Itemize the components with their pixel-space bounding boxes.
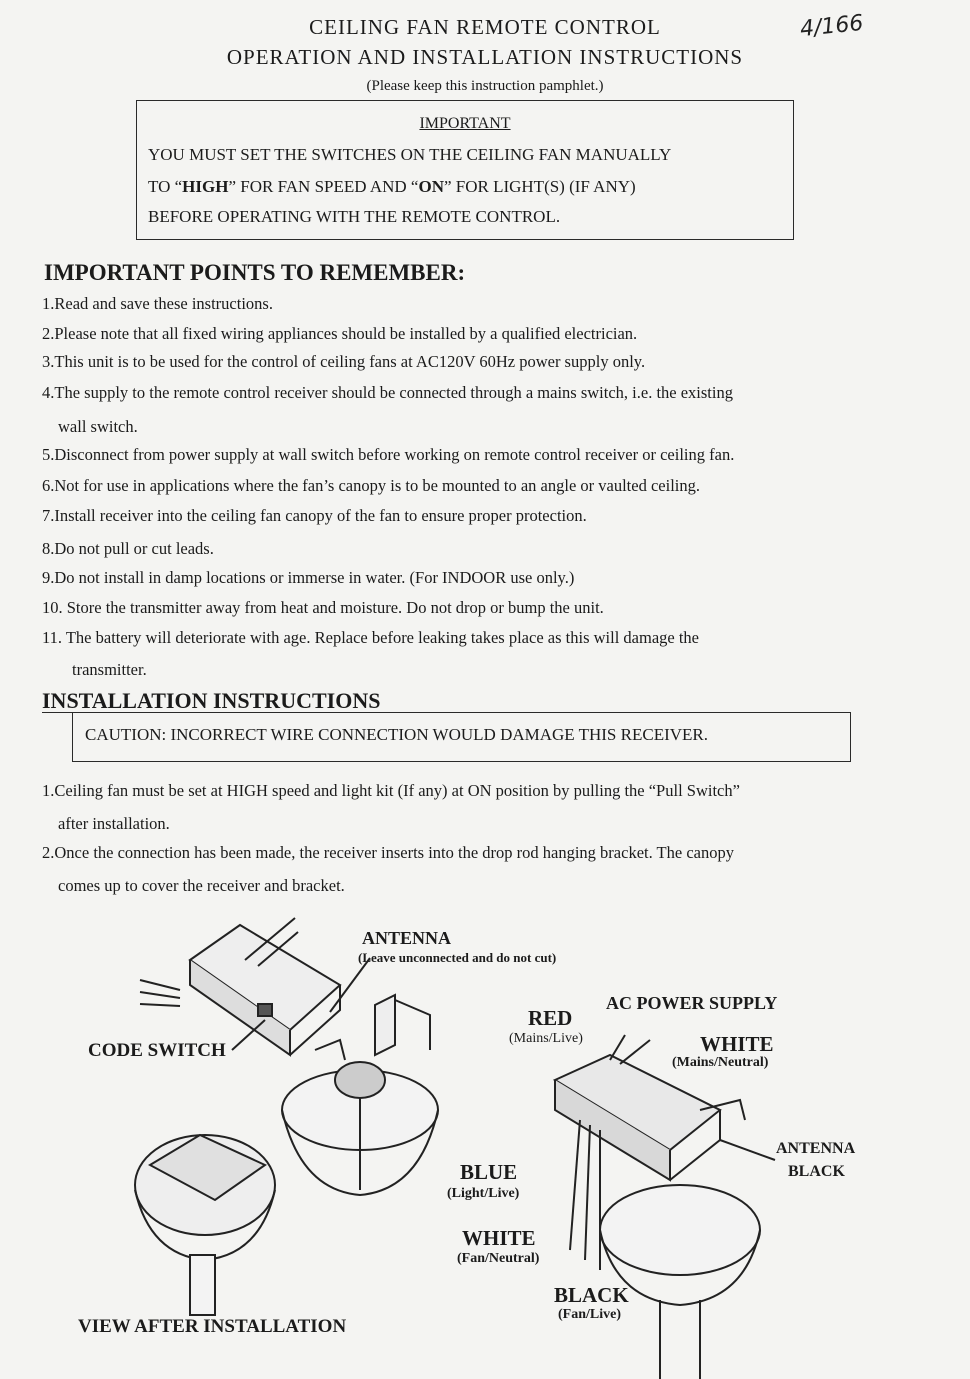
white-fan-label: WHITE (462, 1226, 536, 1250)
point-item: 10. Store the transmitter away from heat and moisture. Do not drop or bump the unit. (42, 598, 604, 617)
antenna-black-label-1: ANTENNA (776, 1140, 856, 1157)
blue-wire-note: (Light/Live) (447, 1186, 520, 1201)
installed-canopy-view (135, 1135, 275, 1315)
important-line2: TO “HIGH” FOR FAN SPEED AND “ON” FOR LIGHT(S) (IF ANY) (148, 177, 636, 196)
point-item: 8.Do not pull or cut leads. (42, 539, 214, 558)
antenna-black-label-2: BLACK (788, 1163, 845, 1180)
point-item: 4.The supply to the remote control receiver should be connected through a mains switch, i.e. the existing (42, 383, 733, 402)
important-title: IMPORTANT (419, 115, 511, 132)
handwritten-note: 4/166 (798, 10, 865, 43)
white-mains-note: (Mains/Neutral) (672, 1055, 769, 1070)
white-fan-note: (Fan/Neutral) (457, 1251, 540, 1266)
antenna-label: ANTENNA (362, 928, 452, 948)
point-item: 2.Please note that all fixed wiring appliances should be installed by a qualified electrician. (42, 324, 638, 343)
point-item: 5.Disconnect from power supply at wall switch before working on remote control receiver or ceiling fan. (42, 445, 735, 464)
code-switch-label: CODE SWITCH (88, 1040, 226, 1061)
point-item: 3.This unit is to be used for the control of ceiling fans at AC120V 60Hz power supply only. (42, 352, 646, 371)
white-mains-label: WHITE (700, 1032, 774, 1056)
point-item: 1.Read and save these instructions. (42, 294, 273, 313)
hanging-bracket-center (282, 995, 438, 1195)
point-item: 6.Not for use in applications where the fan’s canopy is to be mounted to an angle or vaulted ceiling. (42, 476, 700, 495)
points-heading: IMPORTANT POINTS TO REMEMBER: (44, 260, 466, 285)
ac-power-label: AC POWER SUPPLY (606, 993, 778, 1013)
red-wire-label: RED (528, 1006, 573, 1030)
install-step: 2.Once the connection has been made, the receiver inserts into the drop rod hanging bracket. The canopy (42, 843, 734, 862)
install-step: after installation. (58, 814, 170, 833)
install-step: 1.Ceiling fan must be set at HIGH speed and light kit (If any) at ON position by pulling the “Pull Switch” (42, 781, 740, 800)
point-item: 9.Do not install in damp locations or immerse in water. (For INDOOR use only.) (42, 568, 575, 587)
point-item: 7.Install receiver into the ceiling fan canopy of the fan to ensure proper protection. (42, 506, 587, 525)
wired-receiver-right (555, 1035, 775, 1379)
antenna-note: (Leave unconnected and do not cut) (358, 950, 557, 965)
point-item: transmitter. (72, 660, 147, 679)
important-line3: BEFORE OPERATING WITH THE REMOTE CONTROL. (148, 207, 561, 226)
high-emphasis: HIGH (182, 177, 229, 196)
black-wire-note: (Fan/Live) (558, 1307, 621, 1322)
receiver-module (140, 918, 340, 1055)
on-emphasis: ON (418, 177, 444, 196)
important-line1: YOU MUST SET THE SWITCHES ON THE CEILING FAN MANUALLY (148, 145, 672, 164)
black-wire-label: BLACK (554, 1283, 629, 1307)
installation-heading: INSTALLATION INSTRUCTIONS (42, 688, 381, 713)
point-item: 11. The battery will deteriorate with age. Replace before leaking takes place as this will damage the (42, 628, 699, 647)
title-line1: CEILING FAN REMOTE CONTROL (309, 15, 661, 39)
subtitle: (Please keep this instruction pamphlet.) (366, 78, 604, 94)
point-item: wall switch. (58, 417, 138, 436)
view-after-installation-label: VIEW AFTER INSTALLATION (78, 1316, 347, 1337)
caution-text: CAUTION: INCORRECT WIRE CONNECTION WOULD DAMAGE THIS RECEIVER. (85, 725, 708, 744)
install-step: comes up to cover the receiver and bracket. (58, 876, 345, 895)
title-line2: OPERATION AND INSTALLATION INSTRUCTIONS (226, 45, 744, 69)
red-wire-note: (Mains/Live) (509, 1031, 583, 1046)
blue-wire-label: BLUE (460, 1160, 518, 1184)
